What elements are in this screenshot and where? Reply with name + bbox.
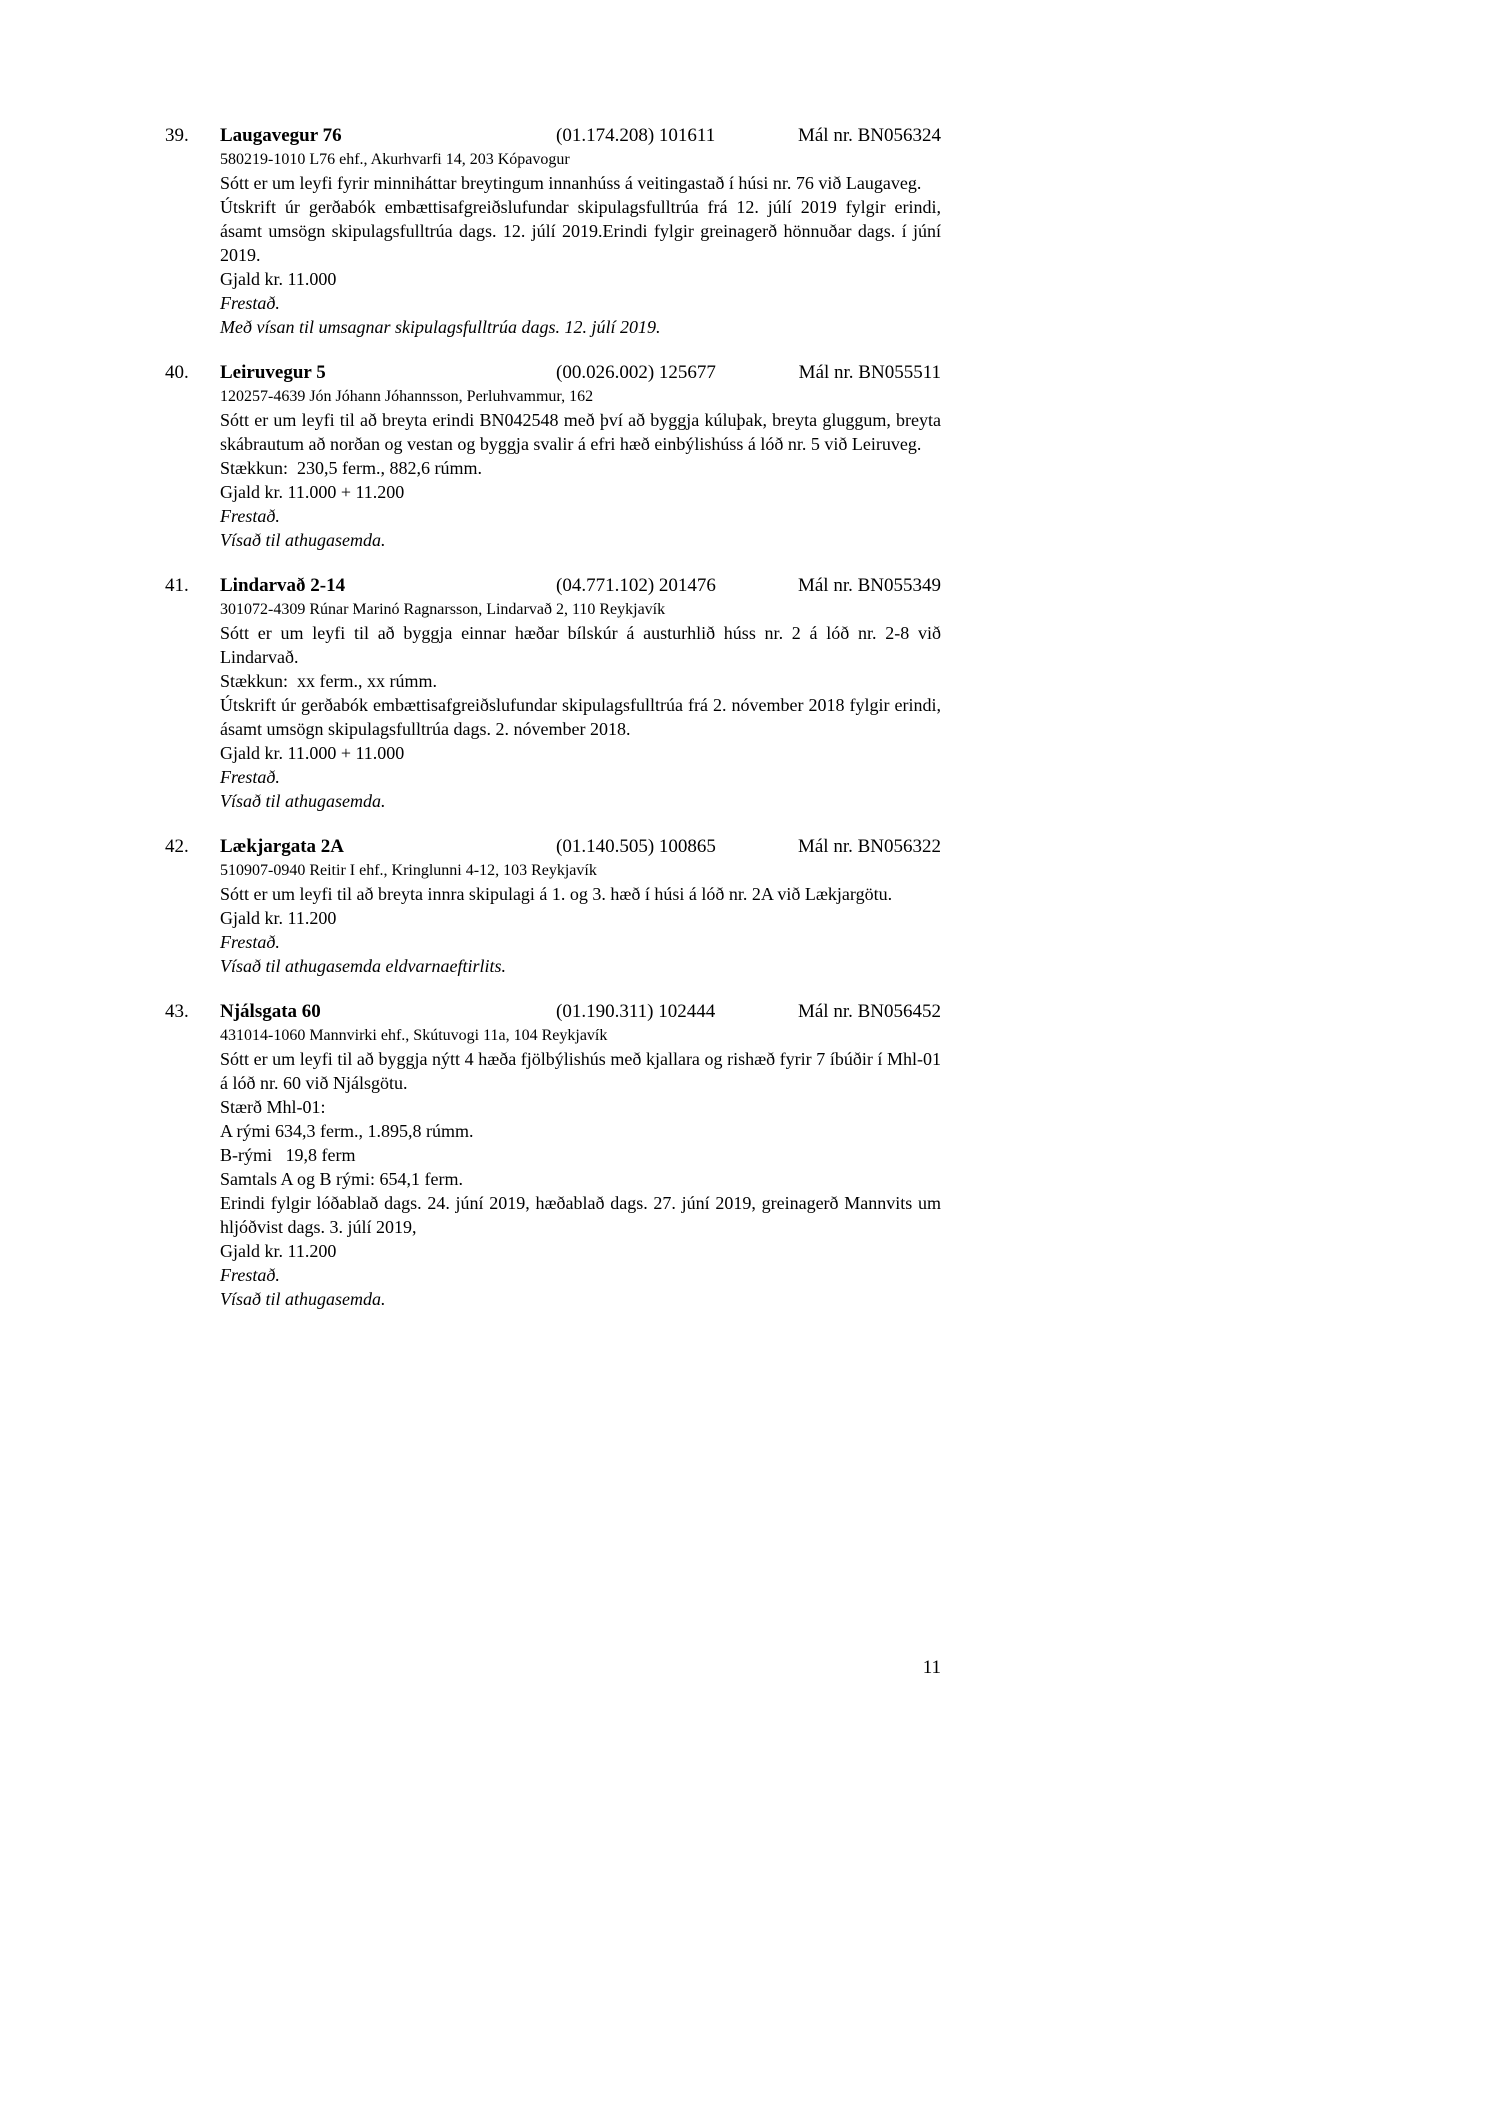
body-paragraph: Gjald kr. 11.000 bbox=[220, 269, 337, 289]
case-item-header bbox=[165, 573, 941, 598]
item-code: (01.174.208) 101611 bbox=[556, 125, 716, 146]
body-paragraph: Gjald kr. 11.200 bbox=[220, 908, 337, 928]
item-number: 42. bbox=[165, 836, 189, 857]
body-paragraph: Sótt er um leyfi til að breyta innra skipulagi á 1. og 3. hæð í húsi á lóð nr. 2A við Lækjargötu. bbox=[220, 884, 893, 904]
body-paragraph: Stækkun: 230,5 ferm., 882,6 rúmm. bbox=[220, 458, 482, 478]
case-item bbox=[165, 123, 941, 339]
decision-line: Frestað. bbox=[220, 1265, 280, 1285]
body-paragraph: B-rými 19,8 ferm bbox=[220, 1145, 356, 1165]
case-item-header bbox=[165, 834, 941, 859]
item-number: 40. bbox=[165, 362, 189, 383]
case-number: Mál nr. BN055349 bbox=[797, 575, 941, 596]
decision-line: Vísað til athugasemda eldvarnaeftirlits. bbox=[220, 956, 506, 976]
decision-line: Frestað. bbox=[220, 767, 280, 787]
body-paragraph: A rými 634,3 ferm., 1.895,8 rúmm. bbox=[220, 1121, 474, 1141]
case-item bbox=[165, 999, 941, 1311]
item-number: 43. bbox=[165, 1001, 189, 1022]
case-item bbox=[165, 573, 941, 813]
item-code: (01.140.505) 100865 bbox=[556, 836, 716, 857]
item-code: (04.771.102) 201476 bbox=[556, 575, 716, 596]
body-paragraph: Gjald kr. 11.000 + 11.000 bbox=[220, 743, 405, 763]
body-paragraph: Sótt er um leyfi til að breyta erindi BN042548 með því að byggja kúluþak, breyta gluggum, breyta skábrautum að norðan og vestan og byggja svalir á efri hæð einbýlishúss á lóð nr. 5 við Leiruveg. bbox=[220, 410, 941, 454]
decision-line: Vísað til athugasemda. bbox=[220, 791, 386, 811]
decision-line: Frestað. bbox=[220, 293, 280, 313]
body-paragraph: Útskrift úr gerðabók embættisafgreiðslufundar skipulagsfulltrúa frá 2. nóvember 2018 fylgir erindi, ásamt umsögn skipulagsfulltrúa dags. 2. nóvember 2018. bbox=[220, 695, 941, 739]
decision-line: Vísað til athugasemda. bbox=[220, 1289, 386, 1309]
case-number: Mál nr. BN055511 bbox=[798, 362, 941, 383]
case-item bbox=[165, 834, 941, 978]
body-paragraph: Sótt er um leyfi til að byggja einnar hæðar bílskúr á austurhlið húss nr. 2 á lóð nr. 2-8 við Lindarvað. bbox=[220, 623, 941, 667]
case-list bbox=[165, 123, 941, 1332]
body-paragraph: Sótt er um leyfi til að byggja nýtt 4 hæða fjölbýlishús með kjallara og rishæð fyrir 7 íbúðir í Mhl-01 á lóð nr. 60 við Njálsgötu. bbox=[220, 1049, 941, 1093]
item-number: 39. bbox=[165, 125, 189, 146]
case-number: Mál nr. BN056322 bbox=[797, 836, 941, 857]
case-item-header bbox=[165, 999, 941, 1024]
case-number: Mál nr. BN056452 bbox=[797, 1001, 941, 1022]
owner-line: 301072-4309 Rúnar Marinó Ragnarsson, Lindarvað 2, 110 Reykjavík bbox=[220, 601, 666, 618]
item-title: Leiruvegur 5 bbox=[220, 362, 326, 383]
body-paragraph: Samtals A og B rými: 654,1 ferm. bbox=[220, 1169, 463, 1189]
body-paragraph: Gjald kr. 11.000 + 11.200 bbox=[220, 482, 405, 502]
body-paragraph: Stækkun: xx ferm., xx rúmm. bbox=[220, 671, 437, 691]
owner-line: 120257-4639 Jón Jóhann Jóhannsson, Perluhvammur, 162 bbox=[220, 388, 594, 405]
owner-line: 510907-0940 Reitir I ehf., Kringlunni 4-12, 103 Reykjavík bbox=[220, 862, 597, 879]
item-code: (01.190.311) 102444 bbox=[556, 1001, 716, 1022]
body-paragraph: Útskrift úr gerðabók embættisafgreiðslufundar skipulagsfulltrúa frá 12. júlí 2019 fylgir erindi, ásamt umsögn skipulagsfulltrúa dags. 12. júlí 2019.Erindi fylgir greinagerð hönnuðar dags. í júní 2019. bbox=[220, 197, 941, 265]
item-title: Njálsgata 60 bbox=[220, 1001, 321, 1022]
item-title: Lækjargata 2A bbox=[220, 836, 345, 857]
case-item bbox=[165, 360, 941, 552]
owner-line: 580219-1010 L76 ehf., Akurhvarfi 14, 203 Kópavogur bbox=[220, 151, 570, 168]
item-title: Lindarvað 2-14 bbox=[220, 575, 346, 596]
decision-line: Frestað. bbox=[220, 506, 280, 526]
decision-line: Vísað til athugasemda. bbox=[220, 530, 386, 550]
case-number: Mál nr. BN056324 bbox=[797, 125, 941, 146]
page-number: 11 bbox=[922, 1657, 941, 1678]
body-paragraph: Sótt er um leyfi fyrir minniháttar breytingum innanhúss á veitingastað í húsi nr. 76 við Laugaveg. bbox=[220, 173, 922, 193]
body-paragraph: Erindi fylgir lóðablað dags. 24. júní 2019, hæðablað dags. 27. júní 2019, greinagerð Mannvits um hljóðvist dags. 3. júlí 2019, bbox=[220, 1193, 941, 1237]
item-title: Laugavegur 76 bbox=[220, 125, 342, 146]
body-paragraph: Gjald kr. 11.200 bbox=[220, 1241, 337, 1261]
case-item-header bbox=[165, 123, 941, 148]
decision-line: Frestað. bbox=[220, 932, 280, 952]
item-number: 41. bbox=[165, 575, 189, 596]
body-paragraph: Stærð Mhl-01: bbox=[220, 1097, 326, 1117]
owner-line: 431014-1060 Mannvirki ehf., Skútuvogi 11a, 104 Reykjavík bbox=[220, 1027, 608, 1044]
item-code: (00.026.002) 125677 bbox=[556, 362, 716, 383]
decision-line: Með vísan til umsagnar skipulagsfulltrúa dags. 12. júlí 2019. bbox=[220, 317, 661, 337]
case-item-header bbox=[165, 360, 941, 385]
